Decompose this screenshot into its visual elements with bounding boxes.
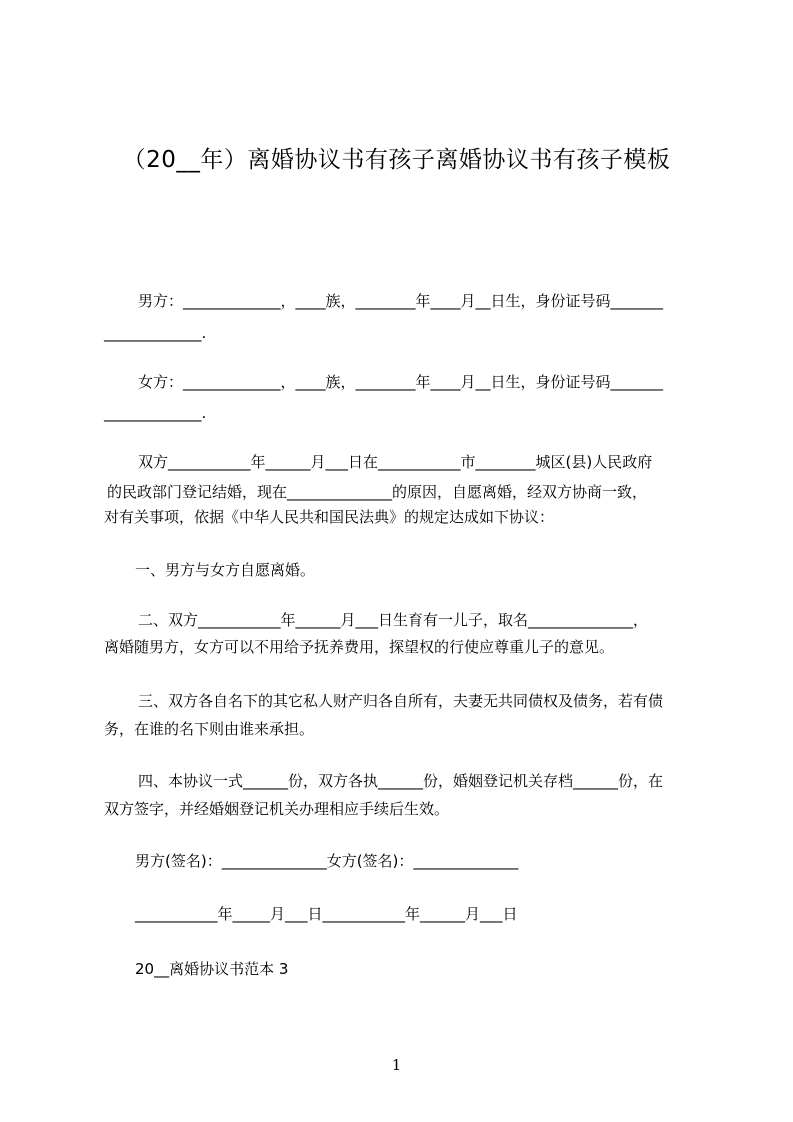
clause-3-line-2: 务，在谁的名下则由谁来承担。 xyxy=(104,720,315,738)
clause-4-line-1: 四、本协议一式______份，双方各执______份，婚姻登记机关存档______份，在 xyxy=(138,772,664,790)
clause-3-line-1: 三、双方各自名下的其它私人财产归各自所有，夫妻无共同债权及债务，若有债 xyxy=(138,692,664,710)
female-info-line: 女方：_____________，____族，________年____月__日生，身份证号码_______ xyxy=(138,373,664,391)
clause-2-line-1: 二、双方___________年______月___日生育有一儿子，取名______________， xyxy=(138,611,649,629)
clause-4-line-2: 双方签字，并经婚姻登记机关办理相应手续后生效。 xyxy=(104,800,450,818)
clause-1: 一、男方与女方自愿离婚。 xyxy=(135,561,316,579)
male-info-line: 男方：_____________，____族，________年____月__日生，身份证号码_______ xyxy=(138,292,664,310)
female-info-line-continued: _____________. xyxy=(104,404,207,422)
date-line: ___________年_____月___日___________年______月___日 xyxy=(135,905,518,923)
page-number: 1 xyxy=(391,1056,402,1074)
clause-2-line-2: 离婚随男方，女方可以不用给予抚养费用，探望权的行使应尊重儿子的意见。 xyxy=(104,638,615,656)
next-section-heading: 20__离婚协议书范本 3 xyxy=(135,960,289,978)
intro-paragraph-line-2: 的民政部门登记结婚，现在______________的原因，自愿离婚，经双方协商一致， xyxy=(107,483,648,501)
document-title: （20__年）离婚协议书有孩子离婚协议书有孩子模板 xyxy=(122,147,671,173)
male-info-line-continued: _____________. xyxy=(104,324,207,342)
intro-paragraph-line-1: 双方___________年______月___日在___________市________城区(县)人民政府 xyxy=(138,453,653,471)
intro-paragraph-line-3: 对有关事项，依据《中华人民共和国民法典》的规定达成如下协议： xyxy=(104,508,555,526)
signature-line: 男方(签名)：______________女方(签名)：______________ xyxy=(135,852,519,870)
